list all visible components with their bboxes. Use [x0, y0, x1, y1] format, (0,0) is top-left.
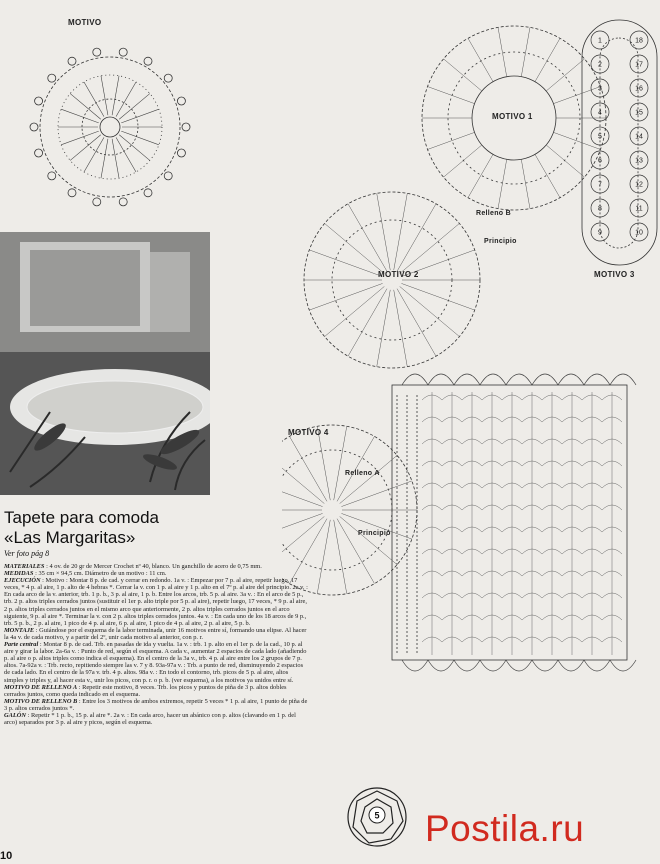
- photo-image: [0, 232, 210, 495]
- motivo3-number: 18: [635, 37, 643, 45]
- motivo3-number: 15: [635, 109, 643, 117]
- motivo1-label: MOTIVO 1: [492, 112, 533, 121]
- motivo3-number: 7: [598, 181, 602, 189]
- principio-label-2: Principio: [358, 530, 391, 537]
- instruction-text: : 35 cm × 94,5 cm. Diámetro de un motivo : 11 cm.: [33, 570, 167, 578]
- instruction-label: MOTIVO DE RELLENO A: [4, 683, 78, 691]
- article-subtitle: Ver foto pág 8: [4, 549, 50, 558]
- motivo-label: MOTIVO: [68, 18, 102, 27]
- motivo3-number: 9: [598, 229, 602, 237]
- instruction-paragraph: [4, 627, 308, 641]
- motif-center: [100, 117, 120, 137]
- publisher-logo: [345, 785, 409, 849]
- instruction-text: : Guiándose por el esquema de la labor terminada, unir 16 motivos entre sí, formando una elipse. Al hacer la 4a v. de cada motivo, y a partir del 2º, unir cada motivo al anterior, con p. r.: [4, 626, 307, 641]
- instruction-text: : 4 ov. de 20 gr de Mercer Crochet nº 40, blanco. Un ganchillo de acero de 0,75 mm.: [44, 563, 262, 570]
- main-diagram: [282, 0, 660, 780]
- instruction-text: : Motivo : Montar 8 p. de cad. y cerrar en redondo. 1a v. : Empezar por 7 p. al aire, repetir luego, 17 veces, * 4 p. al aire, 1 p. alto de 4 hebras *. Cerrar la v. con 1 p. al aire y 1 p. alto en el 7º p. al aire del principio. 2a v. : En cada arco de la v. anterior, trb. 1 p. b., 3 p. al aire, 1 p. b. Entre los arcos, trb. 5 p. al aire. 3a v. : En el arco de 5 p., trb. 2 p. altos triples cerrados juntos (sustituir el 1er p. alto triple por 5 p. al aire), repetir luego, 17 veces, * 9 p. al aire, 2 p. altos triples cerrados juntos en el mismo arco que anteriormente, 2 p. altos triples cerrados juntos en el arco siguiente, 9 p. al aire *. Terminar la v. con 2 p. altos triples cerrados juntos. 4a v. : En cada uno de los 18 arcos de 9 p., trb. 5 p. b., 2 p. al aire, 1 pico de 4 p. al aire, 6 p. al aire, 1 pico de 4 p. al aire, 2 p. al aire, 5 p. b.: [4, 577, 308, 627]
- watermark-text: Postila.ru: [425, 808, 585, 849]
- title-block: [4, 508, 304, 558]
- instruction-label: MEDIDAS: [4, 570, 34, 578]
- motivo3-number: 1: [598, 37, 602, 45]
- motivo3-number: 2: [598, 61, 602, 69]
- motivo3-number: 12: [635, 181, 643, 189]
- motivo3-oval: [582, 20, 657, 265]
- motivo3-number: 14: [635, 133, 643, 141]
- article-title-line1: Tapete para comoda: [4, 508, 159, 527]
- instruction-label: MATERIALES: [4, 563, 45, 570]
- instruction-label: MOTIVO DE RELLENO B: [4, 697, 78, 705]
- instruction-text: : Repetir este motivo, 8 veces. Trb. los picos y puntos de piña de 3 p. altos dobles cerrados juntos, como queda indicado en el esquema.: [4, 683, 287, 698]
- instruction-paragraph: [4, 684, 308, 698]
- instruction-label: EJECUCIÓN: [4, 577, 41, 585]
- page-number: 10: [0, 850, 13, 862]
- instruction-paragraph: [4, 641, 308, 684]
- instruction-text: : Montar 8 p. de cad. Trb. en pasadas de ida y vuelta. 1a v. : trb. 1 p. alto en el 1er p. de la cad., 10 p. al aire y girar la labor. 2a-6a v. : Punto de red, según el esquema. A cada v., aumentar 2 espacios de cada lado (añadiendo p. al aire o p. altos triples como indica el esquema). En el centro de la 3a v., trb. 4 p. al aire entre los 2 grupos de 7 p. altos. 7a-92a v. : Trb. recto, repitiendo siempre las v. 7 y 8. 93a-97a v. : Trb. a punto de red, disminuyendo 2 espacios de cada lado. En el centro de la 97a v. trb. 4 p. altos. 98a v. : En todo el contorno, trb. picos de 5 p. al aire, altos simples y triples y, al hacer esta v., unir los picos, con p. r. o p. b. (ver esquema), a los motivos ya unidos entre sí.: [4, 641, 307, 684]
- motif-diagram: [20, 32, 200, 222]
- instructions-text: [4, 563, 308, 726]
- motivo3-number: 5: [598, 133, 602, 141]
- instruction-text: : Entre los 3 motivos de ambos extremos, repetir 5 veces * 1 p. al aire, 1 punto de piña de 3 p. altos cerrados juntos *.: [4, 697, 308, 712]
- principio-label-1: Principio: [484, 238, 517, 245]
- instruction-label: GALÓN: [4, 711, 27, 719]
- motivo3-number: 13: [635, 157, 643, 165]
- motivo2-label: MOTIVO 2: [378, 270, 419, 279]
- instruction-paragraph: [4, 712, 308, 726]
- motivo3-number: 10: [635, 229, 643, 237]
- doily-photo: [0, 232, 210, 495]
- instruction-paragraph: [4, 563, 308, 570]
- motivo3-number: 17: [635, 61, 643, 69]
- motivo3-number: 11: [635, 205, 643, 213]
- motivo3-number: 3: [598, 85, 602, 93]
- instruction-paragraph: [4, 698, 308, 712]
- instruction-text: : Repetir * 1 p. b., 15 p. al aire *. 2a v. : En cada arco, hacer un abánico con p. altos (clavando en 1 p. del arco) separados por 3 p. al aire y picos, según el esquema.: [4, 711, 296, 727]
- motivo3-number: 6: [598, 157, 602, 165]
- motivo3-number: 16: [635, 85, 643, 93]
- motivo3-label: MOTIVO 3: [594, 270, 635, 279]
- logo-number: 5: [374, 810, 380, 821]
- instruction-label: Parte central: [4, 641, 39, 649]
- motivo3-number: 8: [598, 205, 602, 213]
- instruction-paragraph: [4, 577, 308, 627]
- motivo4-label: MOTIVO 4: [288, 428, 329, 437]
- instruction-label: MONTAJE: [4, 626, 35, 634]
- motivo3-number: 4: [598, 109, 602, 117]
- relleno-a-label: Relleno A: [345, 470, 380, 477]
- relleno-b-label: Relleno B: [476, 210, 511, 217]
- article-title-line2: «Las Margaritas»: [4, 528, 136, 547]
